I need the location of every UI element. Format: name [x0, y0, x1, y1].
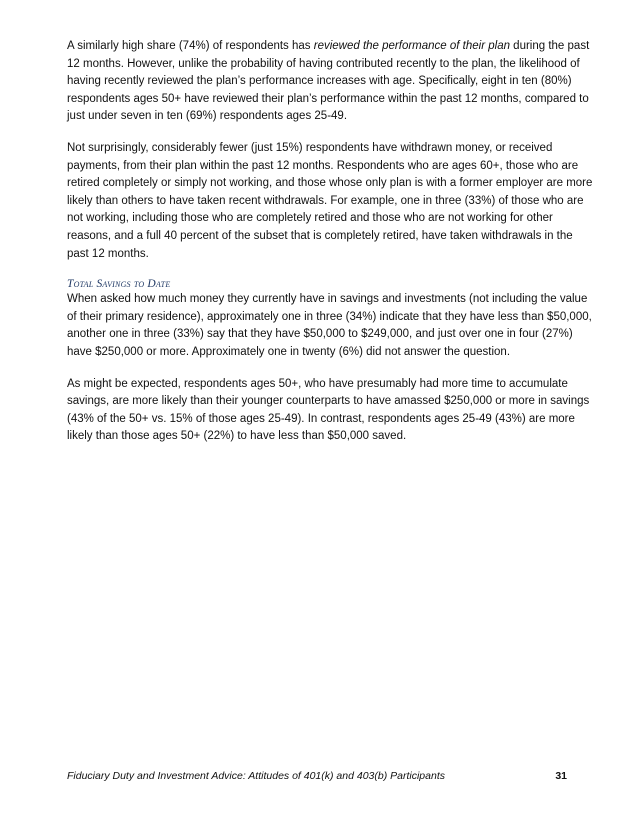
paragraph-text: A similarly high share (74%) of respondents has: [67, 40, 314, 52]
footer-title: Fiduciary Duty and Investment Advice: Attitudes of 401(k) and 403(b) Participants: [67, 770, 445, 782]
paragraph-text: during the past 12 months. However, unlike the probability of having contributed recently to the plan, the likelihood of having recently reviewed the plan’s performance increases with age. Specifically, eight in ten (80%) respondents ages 50+ have reviewed their plan’s performance within the past 12 months, compared to just under seven in ten (69%) respondents ages 25-49.: [67, 40, 590, 123]
paragraph-withdrawals: Not surprisingly, considerably fewer (just 15%) respondents have withdrawn money, or received payments, from their plan within the past 12 months. Respondents who are ages 60+, those who are retired completely or simply not working, and those whose only plan is with a former employer are more likely than others to have taken recent withdrawals. For example, one in three (33%) of those who are not working, including those who are completely retired and those who are not working for other reasons, and a full 40 percent of the subset that is completely retired, have taken withdrawals in the past 12 months.: [67, 141, 593, 260]
paragraph-plan-performance-review: [67, 38, 597, 126]
paragraph-savings-amounts: When asked how much money they currently have in savings and investments (not including the value of their primary residence), approximately one in three (34%) indicate that they have less than $50,000, another one in three (33%) say that they have $50,000 to $249,000, and just over one in four (27%) have $250,000 or more. Approximately one in twenty (6%) did not answer the question.: [67, 293, 592, 358]
paragraph-savings-by-age: As might be expected, respondents ages 50+, who have presumably had more time to accumulate savings, are more likely than their younger counterparts to have amassed $250,000 or more in savings (43% of the 50+ vs. 15% of those ages 25-49). In contrast, respondents ages 25-49 (43%) are more likely than those ages 50+ (22%) to have less than $50,000 saved.: [67, 377, 590, 443]
page-footer: [67, 768, 567, 784]
emphasized-phrase: reviewed the performance of their plan: [313, 40, 510, 52]
page-number: 31: [555, 770, 567, 782]
document-body: [67, 38, 597, 460]
section-heading-total-savings: Total Savings to Date: [67, 278, 171, 291]
